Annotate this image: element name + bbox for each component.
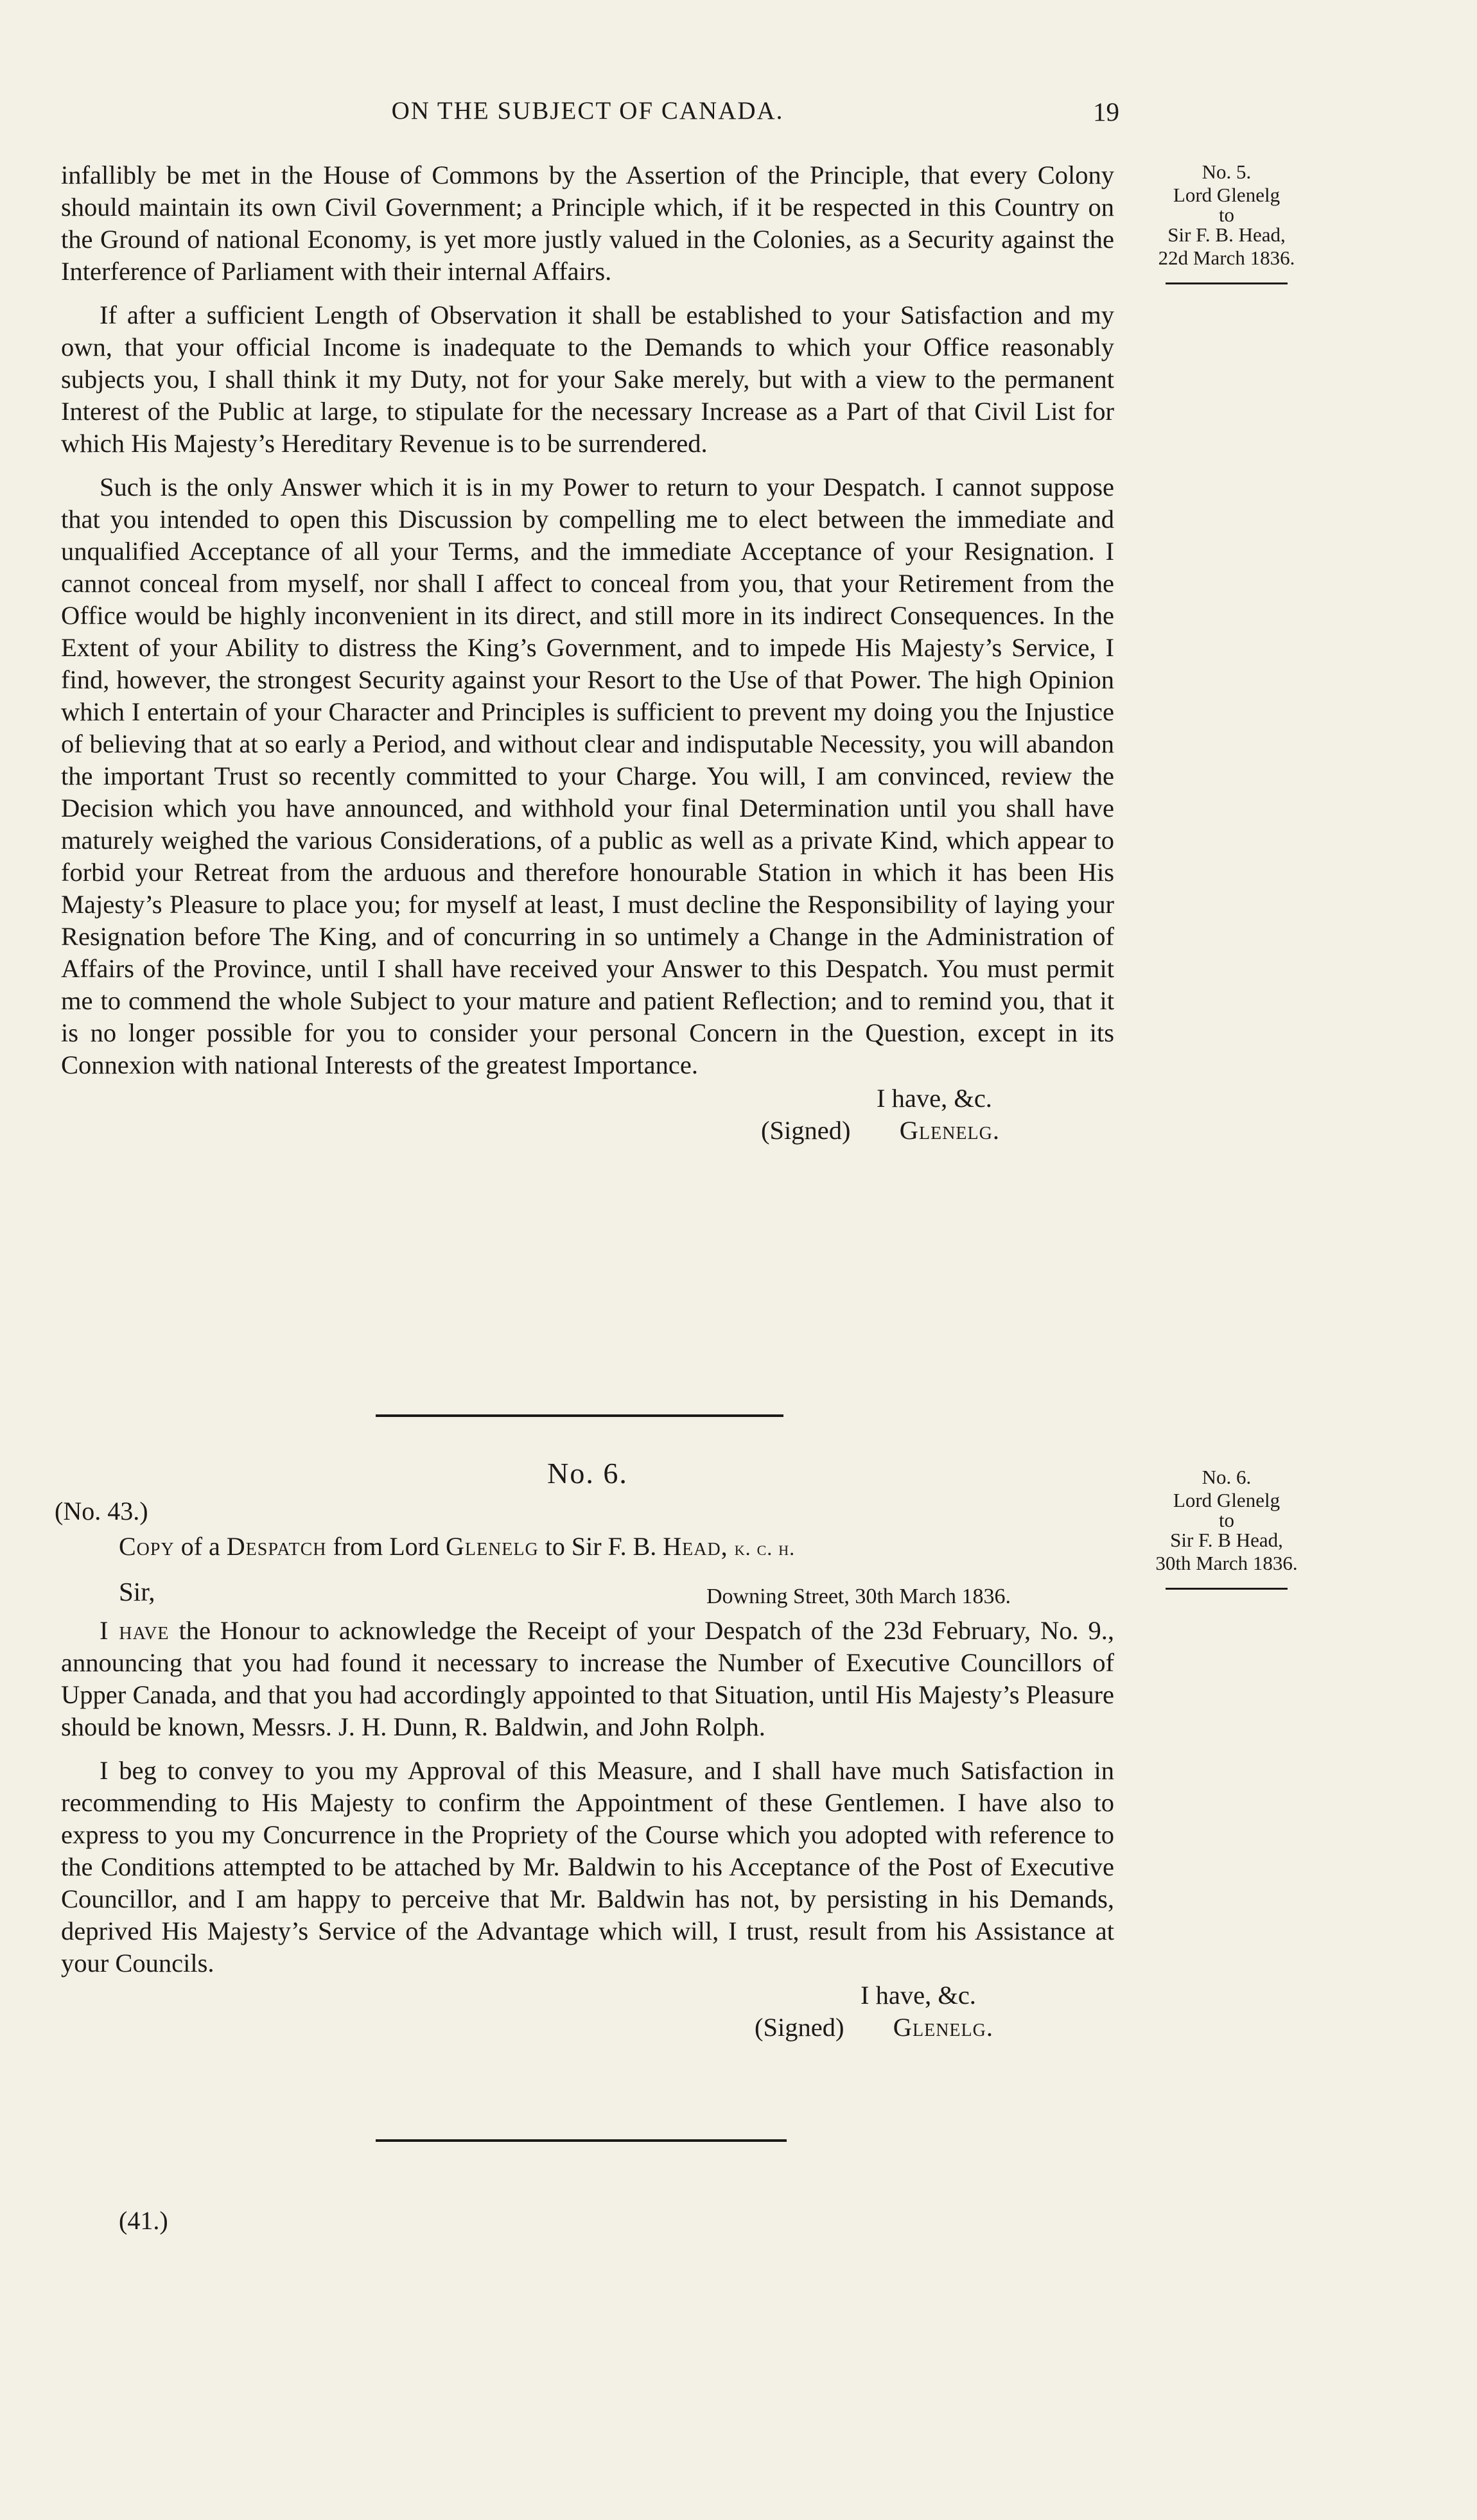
margin-note-from: Lord Glenelg (1173, 184, 1280, 206)
paragraph: Such is the only Answer which it is in my Power to return to your Despatch. I cannot suppose that you intended to open this Discussion by compelling me to elect between the immediate and unqualified Acceptance of all your Terms, and the immediate Acceptance of your Resignation. I cannot conceal from myself, nor shall I affect to conceal from you, that your Retirement from the Office would be highly inconvenient in its direct, and still more in its indirect Consequences. In the Extent of your Ability to distress the King’s Government, and to impede His Majesty’s Service, I find, however, the strongest Security against your Resort to the Use of that Power. The high Opinion which I entertain of your Character and Principles is sufficient to prevent my doing you the Injustice of believing that at so early a Period, and without clear and indisputable Necessity, you will abandon the important Trust so recently committed to your Charge. You will, I am convinced, review the Decision which you have announced, and withhold your final Determination until you shall have maturely weighed the various Considerations, of a public as well as a private Kind, which appear to forbid your Retreat from the arduous and therefore honourable Station in which it has been His Majesty’s Pleasure to place you; for myself at least, I must decline the Responsibility of laying your Resignation before The King, and of concurring in so untimely a Change in the Administration of Affairs of the Province, until I shall have received your Answer to this Despatch. You must permit me to commend the whole Subject to your mature and patient Reflection; and to remind you, that it is no longer possible for you to consider your personal Concern in the Question, except in its Connexion with national Interests of the greatest Importance. (61, 473, 1114, 1079)
copy-rest: of a (180, 1532, 220, 1561)
despatch-6-title (119, 1531, 795, 1561)
despatch-word: Despatch (226, 1532, 327, 1561)
signed-label: (Signed) (761, 1116, 851, 1145)
title-suffix: k. c. h. (734, 1536, 796, 1560)
signed-label: (Signed) (755, 2013, 844, 2042)
margin-note-no6 (1133, 1466, 1320, 1590)
margin-note-recipient: Sir F. B Head, (1170, 1529, 1283, 1551)
section-divider (376, 1414, 783, 1417)
page-number: 19 (1093, 97, 1119, 126)
first-word: I have (100, 1616, 170, 1645)
margin-note-number: No. 6. (1202, 1466, 1252, 1488)
copy-word: Copy (119, 1532, 175, 1561)
margin-note-date: 22d March 1836. (1158, 247, 1295, 269)
paragraph: infallibly be met in the House of Commons by the Assertion of the Principle, that every Colony should maintain its own Civil Government; a Principle which, if it be respected in this Country on the Ground of national Economy, is yet more justly valued in the Colonies, as a Security against the Interference of Parliament with their internal Affairs. (61, 161, 1114, 286)
margin-note-from: Lord Glenelg (1173, 1489, 1280, 1511)
margin-note-number: No. 5. (1202, 161, 1252, 183)
to-text: to Sir F. B. (545, 1532, 657, 1561)
sheet-mark: (41.) (119, 2206, 168, 2235)
signature-line (61, 1115, 1114, 1147)
closing: I have, &c. (861, 1981, 976, 2010)
margin-note-no5 (1133, 161, 1320, 284)
signature-line (61, 2012, 1114, 2044)
signature-name: Glenelg. (893, 2013, 993, 2042)
despatch-6-signature (61, 1979, 1114, 2044)
margin-note-to: to (1218, 204, 1235, 226)
signature-name: Glenelg. (899, 1116, 1000, 1145)
dateline: Downing Street, 30th March 1836. (706, 1585, 1011, 1608)
despatch-5-body (61, 159, 1114, 1147)
end-divider (376, 2139, 787, 2142)
despatch-6-reference: (No. 43.) (55, 1497, 148, 1525)
paragraph-text: the Honour to acknowledge the Receipt of your Despatch of the 23d February, No. 9., announcing that you had found it necessary to increase the Number of Executive Councillors of Upper Canada, and that you had accordingly appointed to that Situation, until His Majesty’s Pleasure should be known, Messrs. J. H. Dunn, R. Baldwin, and John Rolph. (61, 1616, 1114, 1741)
from-text: from Lord (333, 1532, 439, 1561)
despatch-6-body (61, 1615, 1114, 2044)
margin-note-rule (1166, 282, 1288, 284)
paragraph: If after a sufficient Length of Observation it shall be established to your Satisfaction and my own, that your official Income is inadequate to the Demands to which your Office reasonably subjects you, I shall think it my Duty, not for your Sake merely, but with a view to the permanent Interest of the Public at large, to stipulate for the necessary Increase as a Part of that Civil List for which His Majesty’s Hereditary Revenue is to be surrendered. (61, 300, 1114, 458)
paragraph: I beg to convey to you my Approval of this Measure, and I shall have much Satisfaction in recommending to His Majesty to confirm the Appointment of these Gentlemen. I have also to express to you my Concurrence in the Propriety of the Course which you adopted with reference to the Conditions attempted to be attached by Mr. Baldwin to his Acceptance of the Post of Executive Councillor, and I am happy to perceive that Mr. Baldwin has not, by persisting in his Demands, deprived His Majesty’s Service of the Advantage which will, I trust, result from his Assistance at your Councils. (61, 1756, 1114, 1977)
despatch-6-heading: No. 6. (547, 1457, 628, 1490)
margin-note-rule (1166, 1588, 1288, 1590)
paragraph (61, 1615, 1114, 1743)
running-header (61, 96, 1119, 135)
despatch-5-signature (61, 1082, 1114, 1147)
from-name: Glenelg (445, 1532, 539, 1561)
margin-note-recipient: Sir F. B. Head, (1167, 223, 1286, 246)
to-name: Head, (663, 1532, 728, 1561)
margin-note-to: to (1218, 1509, 1235, 1531)
margin-note-date: 30th March 1836. (1155, 1552, 1298, 1574)
closing: I have, &c. (877, 1084, 992, 1113)
salutation: Sir, (119, 1577, 155, 1606)
page-header-title: ON THE SUBJECT OF CANADA. (391, 97, 784, 125)
